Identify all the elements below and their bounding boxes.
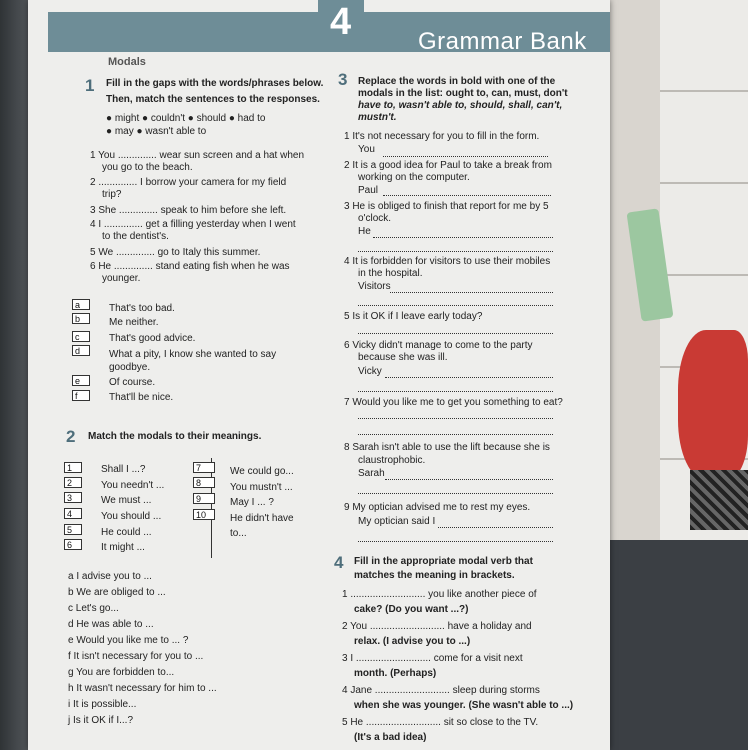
background-left bbox=[0, 0, 30, 750]
ex4-line: (It's a bad idea) bbox=[354, 732, 427, 743]
column-divider bbox=[211, 458, 212, 558]
answer-box[interactable] bbox=[72, 313, 90, 324]
ex3-answer-prefix: Visitors bbox=[358, 281, 391, 292]
ex1-item-line: younger. bbox=[102, 273, 141, 284]
ex4-line: cake? (Do you want ...?) bbox=[354, 604, 469, 615]
ex1-item-line: trip? bbox=[102, 189, 122, 200]
ex3-answer-prefix: He bbox=[358, 226, 371, 237]
ex3-answer-prefix: Vicky bbox=[358, 366, 382, 377]
ex3-item: working on the computer. bbox=[358, 172, 470, 183]
meaning-line: g You are forbidden to... bbox=[68, 667, 175, 678]
manga-character-skirt bbox=[690, 470, 748, 530]
modal-number: 10 bbox=[196, 510, 207, 520]
number-box[interactable] bbox=[193, 462, 215, 473]
background-right bbox=[600, 0, 748, 750]
ex3-item: claustrophobic. bbox=[358, 455, 426, 466]
ex1-item-line: 2 .............. I borrow your camera for my field bbox=[90, 177, 287, 188]
ex3-item: in the hospital. bbox=[358, 268, 423, 279]
answer-line[interactable] bbox=[385, 479, 553, 480]
meaning-line: f It isn't necessary for you to ... bbox=[68, 651, 204, 662]
response-text: That's good advice. bbox=[109, 333, 196, 344]
ex3-instruction: Replace the words in bold with one of the bbox=[358, 76, 556, 87]
ex2-instruction: Match the modals to their meanings. bbox=[88, 431, 262, 442]
modal-number: 4 bbox=[67, 509, 73, 519]
answer-line[interactable] bbox=[358, 305, 553, 306]
ex3-item: 2 It is a good idea for Paul to take a break from bbox=[344, 160, 552, 171]
ex3-item: o'clock. bbox=[358, 213, 392, 224]
ex4-line: relax. (I advise you to ...) bbox=[354, 636, 471, 647]
answer-line[interactable] bbox=[358, 434, 553, 435]
modal-number: 3 bbox=[67, 493, 73, 503]
background-dark-area bbox=[600, 540, 748, 750]
ex3-number: 3 bbox=[338, 70, 348, 89]
ex1-item-line: 1 You .............. wear sun screen and a hat when bbox=[90, 150, 305, 161]
ex3-item: 5 Is it OK if I leave early today? bbox=[344, 311, 483, 322]
number-box[interactable] bbox=[64, 462, 82, 473]
response-letter: d bbox=[75, 346, 81, 356]
ex1-item-line: you go to the beach. bbox=[102, 162, 193, 173]
answer-line[interactable] bbox=[358, 541, 553, 542]
response-letter: b bbox=[75, 314, 81, 324]
ex3-item: 1 It's not necessary for you to fill in the form. bbox=[344, 131, 540, 142]
modals-heading: Modals bbox=[108, 56, 146, 68]
ex4-line: month. (Perhaps) bbox=[354, 668, 437, 679]
ex1-item-line: 3 She .............. speak to him before she left. bbox=[90, 205, 287, 216]
answer-box[interactable] bbox=[72, 375, 90, 386]
ex3-item: 6 Vicky didn't manage to come to the party bbox=[344, 340, 533, 351]
response-text: Of course. bbox=[109, 377, 156, 388]
answer-line[interactable] bbox=[383, 156, 548, 157]
ex3-item: because she was ill. bbox=[358, 352, 448, 363]
ex4-line: 1 ........................... you like another piece of bbox=[342, 589, 537, 600]
modal-text: May I ... ? bbox=[230, 497, 274, 508]
response-text: goodbye. bbox=[109, 362, 151, 373]
ex3-answer-prefix: Sarah bbox=[358, 468, 385, 479]
answer-line[interactable] bbox=[358, 418, 553, 419]
modal-text: You needn't ... bbox=[101, 480, 165, 491]
ex1-item-line: 5 We .............. go to Italy this summer. bbox=[90, 247, 261, 258]
response-text: What a pity, I know she wanted to say bbox=[109, 349, 277, 360]
meaning-line: d He was able to ... bbox=[68, 619, 154, 630]
answer-box[interactable] bbox=[72, 345, 90, 356]
answer-line[interactable] bbox=[358, 333, 553, 334]
modal-text: to... bbox=[230, 528, 247, 539]
modal-number: 1 bbox=[67, 463, 73, 473]
modal-number: 9 bbox=[196, 494, 202, 504]
ex3-instruction: mustn't. bbox=[358, 112, 397, 123]
ex3-item: 8 Sarah isn't able to use the lift because she is bbox=[344, 442, 550, 453]
ex3-item: 3 He is obliged to finish that report for me by 5 bbox=[344, 201, 549, 212]
modal-number: 8 bbox=[196, 478, 202, 488]
answer-line[interactable] bbox=[385, 377, 553, 378]
answer-box[interactable] bbox=[72, 390, 90, 401]
answer-line[interactable] bbox=[358, 251, 553, 252]
meaning-line: e Would you like me to ... ? bbox=[68, 635, 189, 646]
ex4-line: 4 Jane ........................... sleep during storms bbox=[342, 685, 540, 696]
modal-text: Shall I ...? bbox=[101, 464, 146, 475]
modal-text: We must ... bbox=[101, 495, 152, 506]
response-letter: a bbox=[75, 300, 81, 310]
ex2-number: 2 bbox=[66, 427, 76, 446]
answer-line[interactable] bbox=[390, 292, 553, 293]
ex3-item: 9 My optician advised me to rest my eyes. bbox=[344, 502, 531, 513]
ex1-options-row-2: ● may ● wasn't able to bbox=[106, 126, 207, 137]
ex3-answer-prefix: You bbox=[358, 144, 375, 155]
modal-number: 2 bbox=[67, 478, 73, 488]
unit-number: 4 bbox=[330, 1, 352, 43]
modal-text: He could ... bbox=[101, 527, 152, 538]
answer-line[interactable] bbox=[358, 493, 553, 494]
ex4-instruction-2: matches the meaning in brackets. bbox=[354, 570, 515, 581]
meaning-line: c Let's go... bbox=[68, 603, 119, 614]
ex4-line: 5 He ........................... sit so close to the TV. bbox=[342, 717, 539, 728]
modal-text: It might ... bbox=[101, 542, 145, 553]
ex3-instruction: modals in the list: ought to, can, must, don't bbox=[358, 88, 568, 99]
meaning-line: j Is it OK if I...? bbox=[68, 715, 134, 726]
number-box[interactable] bbox=[193, 509, 215, 520]
response-text: Me neither. bbox=[109, 317, 159, 328]
ex1-item-line: to the dentist's. bbox=[102, 231, 169, 242]
ex3-answer-prefix: My optician said I bbox=[358, 516, 436, 527]
ex4-line: 2 You ........................... have a holiday and bbox=[342, 621, 532, 632]
modal-text: He didn't have bbox=[230, 513, 294, 524]
modal-text: You mustn't ... bbox=[230, 482, 293, 493]
ex3-item: 4 It is forbidden for visitors to use their mobiles bbox=[344, 256, 551, 267]
ex3-instruction: have to, wasn't able to, should, shall, can't, bbox=[358, 100, 563, 111]
number-box[interactable] bbox=[193, 477, 215, 488]
number-box[interactable] bbox=[64, 492, 82, 503]
modal-number: 5 bbox=[67, 525, 73, 535]
meaning-line: h It wasn't necessary for him to ... bbox=[68, 683, 217, 694]
number-box[interactable] bbox=[64, 539, 82, 550]
answer-line[interactable] bbox=[383, 195, 551, 196]
answer-box[interactable] bbox=[72, 331, 90, 342]
ex1-instruction-2: Then, match the sentences to the responses. bbox=[106, 94, 320, 105]
page-title: Grammar Bank bbox=[418, 28, 587, 55]
answer-line[interactable] bbox=[373, 237, 553, 238]
manga-character-hair bbox=[678, 330, 748, 480]
ex1-options-row-1: ● might ● couldn't ● should ● had to bbox=[106, 113, 266, 124]
response-text: That'll be nice. bbox=[109, 392, 174, 403]
ex1-item-line: 6 He .............. stand eating fish when he was bbox=[90, 261, 290, 272]
response-text: That's too bad. bbox=[109, 303, 175, 314]
ex4-line: 3 I ........................... come for a visit next bbox=[342, 653, 523, 664]
ex1-number: 1 bbox=[85, 76, 95, 95]
ex4-number: 4 bbox=[334, 553, 344, 572]
response-letter: e bbox=[75, 376, 81, 386]
answer-box[interactable] bbox=[72, 299, 90, 310]
response-letter: f bbox=[75, 391, 78, 401]
modal-number: 7 bbox=[196, 463, 202, 473]
answer-line[interactable] bbox=[438, 527, 553, 528]
number-box[interactable] bbox=[64, 477, 82, 488]
meaning-line: b We are obliged to ... bbox=[68, 587, 166, 598]
modal-number: 6 bbox=[67, 540, 73, 550]
ex1-item-line: 4 I .............. get a filling yesterday when I went bbox=[90, 219, 296, 230]
ex3-answer-prefix: Paul bbox=[358, 185, 379, 196]
meaning-line: a I advise you to ... bbox=[68, 571, 152, 582]
answer-line[interactable] bbox=[358, 391, 553, 392]
number-box[interactable] bbox=[193, 493, 215, 504]
modal-text: We could go... bbox=[230, 466, 294, 477]
number-box[interactable] bbox=[64, 524, 82, 535]
modal-text: You should ... bbox=[101, 511, 162, 522]
number-box[interactable] bbox=[64, 508, 82, 519]
ex4-line: when she was younger. (She wasn't able to ...) bbox=[354, 700, 574, 711]
response-letter: c bbox=[75, 332, 80, 342]
meaning-line: i It is possible... bbox=[68, 699, 137, 710]
ex1-instruction-1: Fill in the gaps with the words/phrases below. bbox=[106, 78, 324, 89]
ex4-instruction-1: Fill in the appropriate modal verb that bbox=[354, 556, 533, 567]
textbook-page bbox=[28, 0, 610, 750]
ex3-item: 7 Would you like me to get you something to eat? bbox=[344, 397, 563, 408]
